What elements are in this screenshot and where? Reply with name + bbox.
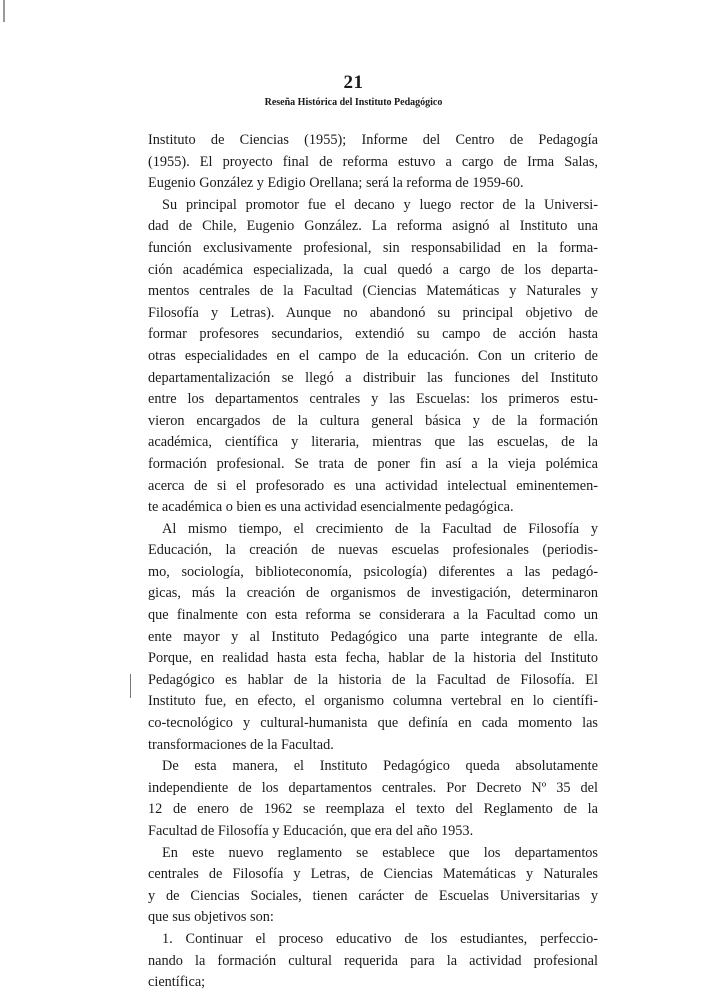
text-line: departamentalización se llegó a distribuir las funciones del Instituto	[148, 369, 598, 386]
text-line: Porque, en realidad hasta esta fecha, hablar de la historia del Instituto	[148, 650, 598, 667]
text-line: ción académica especializada, la cual quedó a cargo de los departa-	[148, 261, 598, 278]
page-number: 21	[343, 72, 364, 93]
text-line: 12 de enero de 1962 se reemplaza el texto del Reglamento de la	[148, 801, 598, 818]
text-line: Facultad de Filosofía y Educación, que era del año 1953.	[148, 823, 474, 839]
text-line: independiente de los departamentos centrales. Por Decreto Nº 35 del	[148, 779, 598, 796]
text-line: acerca de si el profesorado es una actividad intelectual eminentemen-	[148, 477, 598, 494]
text-line: dad de Chile, Eugenio González. La reforma asignó al Instituto una	[148, 218, 598, 235]
text-line: Instituto de Ciencias (1955); Informe del Centro de Pedagogía	[148, 132, 598, 148]
text-line: Eugenio González y Edigio Orellana; será la reforma de 1959-60.	[148, 175, 524, 192]
text-line: otras especialidades en el campo de la educación. Con un criterio de	[148, 347, 598, 364]
text-line: Filosofía y Letras). Aunque no abandonó su principal objetivo de	[148, 304, 598, 321]
text-line: Educación, la creación de nuevas escuelas profesionales (periodis-	[148, 542, 598, 559]
text-line: Su principal promotor fue el decano y luego rector de la Universi-	[162, 196, 598, 213]
text-line: Pedagógico es hablar de la historia de la Facultad de Filosofía. El	[148, 671, 598, 688]
text-line: 1. Continuar el proceso educativo de los estudiantes, perfeccio-	[162, 930, 598, 947]
text-line: centrales de Filosofía y Letras, de Ciencias Matemáticas y Naturales	[148, 866, 598, 883]
body-text	[148, 130, 598, 994]
text-line: que finalmente con esta reforma se considerara a la Facultad como un	[148, 607, 598, 624]
text-line: formación profesional. Se trata de poner fin así a la vieja polémica	[148, 455, 598, 472]
text-line: (1955). El proyecto final de reforma estuvo a cargo de Irma Salas,	[148, 153, 598, 170]
text-line: académica, científica y literaria, mientras que las escuelas, de la	[148, 434, 598, 451]
margin-mark	[130, 674, 131, 698]
text-line: y de Ciencias Sociales, tienen carácter de Escuelas Universitarias y	[148, 887, 598, 904]
text-line: vieron encargados de la cultura general básica y de la formación	[148, 412, 598, 429]
text-line: transformaciones de la Facultad.	[148, 736, 334, 753]
text-line: te académica o bien es una actividad esencialmente pedagógica.	[148, 499, 514, 516]
text-line: nando la formación cultural requerida para la actividad profesional	[148, 952, 598, 969]
text-line: gicas, más la creación de organismos de investigación, determinaron	[148, 585, 598, 602]
text-line: mentos centrales de la Facultad (Ciencias Matemáticas y Naturales y	[148, 283, 598, 300]
text-line: En este nuevo reglamento se establece que los departamentos	[162, 844, 598, 861]
running-header: Reseña Histórica del Instituto Pedagógico	[264, 97, 443, 108]
text-line: entre los departamentos centrales y las Escuelas: los primeros estu-	[148, 391, 598, 408]
text-line: Instituto fue, en efecto, el organismo columna vertebral en lo científi-	[148, 693, 598, 710]
text-line: científica;	[148, 974, 206, 991]
text-line: ente mayor y al Instituto Pedagógico una parte integrante de ella.	[148, 628, 598, 645]
scan-edge-mark	[3, 0, 5, 22]
text-line: co-tecnológico y cultural-humanista que definía en cada momento las	[148, 715, 598, 732]
text-line: Al mismo tiempo, el crecimiento de la Facultad de Filosofía y	[162, 520, 598, 537]
text-line: formar profesores secundarios, extendió su campo de acción hasta	[148, 326, 598, 343]
text-line: mo, sociología, biblioteconomía, psicología) diferentes a las pedagó-	[148, 563, 598, 580]
text-line: función exclusivamente profesional, sin responsabilidad en la forma-	[148, 239, 598, 256]
text-line: De esta manera, el Instituto Pedagógico queda absolutamente	[162, 758, 598, 775]
text-line: que sus objetivos son:	[148, 909, 274, 926]
